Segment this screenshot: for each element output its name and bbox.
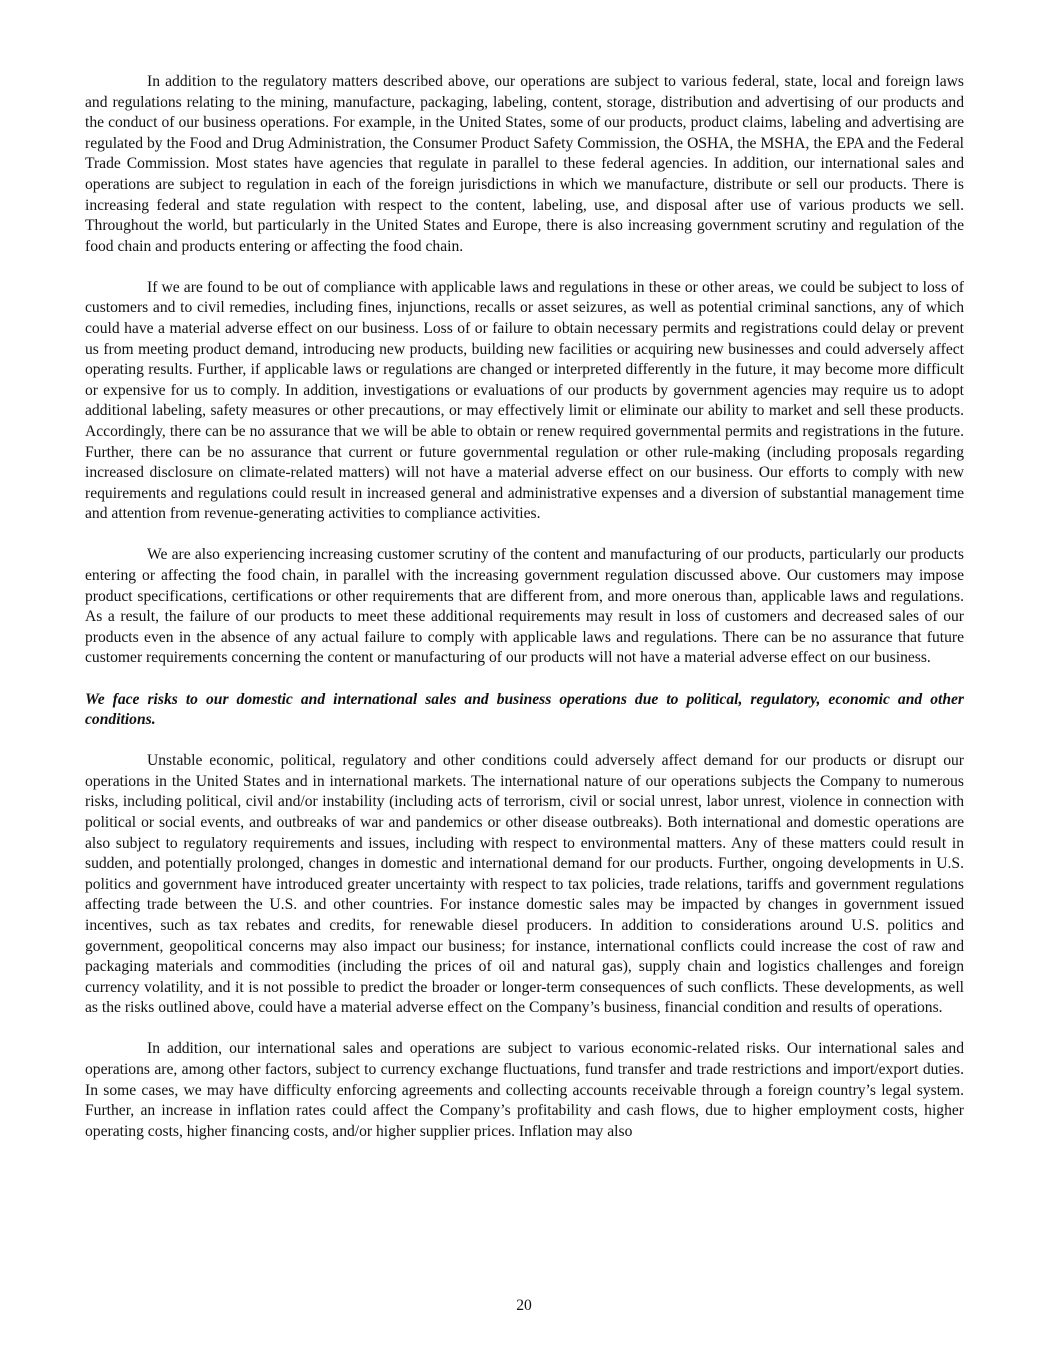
paragraph-customer-scrutiny: We are also experiencing increasing customer scrutiny of the content and manufacturing of our products, particularly our products entering or affecting the food chain, in parallel with the increasing government regulation discussed above. Our customers may impose product specifications, certifications or other requirements that are different from, and more onerous than, applicable laws and regulations. As a result, the failure of our products to meet these additional requirements may result in loss of customers and decreased sales of our products even in the absence of any actual failure to comply with applicable laws and regulations. There can be no assurance that future customer requirements concerning the content or manufacturing of our products will not have a material adverse effect on our business. <box>85 546 964 667</box>
paragraph-regulatory-matters: In addition to the regulatory matters described above, our operations are subject to various federal, state, local and foreign laws and regulations relating to the mining, manufacture, packaging, labeling, content, storage, distribution and advertising of our products and the conduct of our business operations. For example, in the United States, some of our products, product claims, labeling and advertising are regulated by the Food and Drug Administration, the Consumer Product Safety Commission, the OSHA, the MSHA, the EPA and the Federal Trade Commission. Most states have agencies that regulate in parallel to these federal agencies. In addition, our international sales and operations are subject to regulation in each of the foreign jurisdictions in which we manufacture, distribute or sell our products. There is increasing federal and state regulation with respect to the content, labeling, use, and disposal after use of various products we sell. Throughout the world, but particularly in the United States and Europe, there is also increasing government scrutiny and regulation of the food chain and products entering or affecting the food chain. <box>85 73 964 255</box>
section-heading: We face risks to our domestic and international sales and business operations due to political, regulatory, economic and other conditions. <box>85 690 964 729</box>
paragraph-compliance: If we are found to be out of compliance with applicable laws and regulations in these or other areas, we could be subject to loss of customers and to civil remedies, including fines, injunctions, recalls or asset seizures, as well as potential criminal sanctions, any of which could have a material adverse effect on our business. Loss of or failure to obtain necessary permits and registrations could delay or prevent us from meeting product demand, introducing new products, building new facilities or acquiring new businesses and could adversely affect operating results. Further, if applicable laws or regulations are changed or interpreted differently in the future, it may become more difficult or expensive for us to comply. In addition, investigations or evaluations of our products by government agencies may require us to adopt additional labeling, safety measures or other precautions, or may effectively limit or eliminate our ability to market and sell these products. Accordingly, there can be no assurance that we will be able to obtain or renew required governmental permits and registrations in the future. Further, there can be no assurance that current or future governmental regulation or other rule-making (including proposals regarding increased disclosure on climate-related matters) will not have a material adverse effect on our business. Our efforts to comply with new requirements and regulations could result in increased general and administrative expenses and a diversion of substantial management time and attention from revenue-generating activities to compliance activities. <box>85 278 964 523</box>
document-body <box>85 72 964 1142</box>
page-number: 20 <box>516 1297 532 1314</box>
paragraph-economic-risks: In addition, our international sales and operations are subject to various economic-related risks. Our international sales and operations are, among other factors, subject to currency exchange fluctuations, fund transfer and trade restrictions and import/export duties. In some cases, we may have difficulty enforcing agreements and collecting accounts receivable through a foreign country’s legal system. Further, an increase in inflation rates could affect the Company’s profitability and cash flows, due to higher employment costs, higher operating costs, higher financing costs, and/or higher supplier prices. Inflation may also <box>85 1040 964 1140</box>
paragraph-political-conditions: Unstable economic, political, regulatory and other conditions could adversely affect demand for our products or disrupt our operations in the United States and in international markets. The international nature of our operations subjects the Company to numerous risks, including political, civil and/or instability (including acts of terrorism, civil or social unrest, labor unrest, violence in connection with political or social events, and outbreaks of war and pandemics or other disease outbreaks). Both international and domestic operations are also subject to regulatory requirements and issues, including with respect to environmental matters. Any of these matters could result in sudden, and potentially prolonged, changes in domestic and international demand for our products. Further, ongoing developments in U.S. politics and government have introduced greater uncertainty with respect to tax policies, trade relations, tariffs and government regulations affecting trade between the U.S. and other countries. For instance domestic sales may be impacted by changes in government issued incentives, such as tax rebates and credits, for renewable diesel producers. In addition to considerations around U.S. politics and government, geopolitical concerns may also impact our business; for instance, international conflicts could increase the cost of raw and packaging materials and commodities (including the prices of oil and natural gas), supply chain and logistics challenges and foreign currency volatility, and it is not possible to predict the broader or longer-term consequences of such conflicts. These developments, as well as the risks outlined above, could have a material adverse effect on the Company’s business, financial condition and results of operations. <box>85 752 964 1017</box>
